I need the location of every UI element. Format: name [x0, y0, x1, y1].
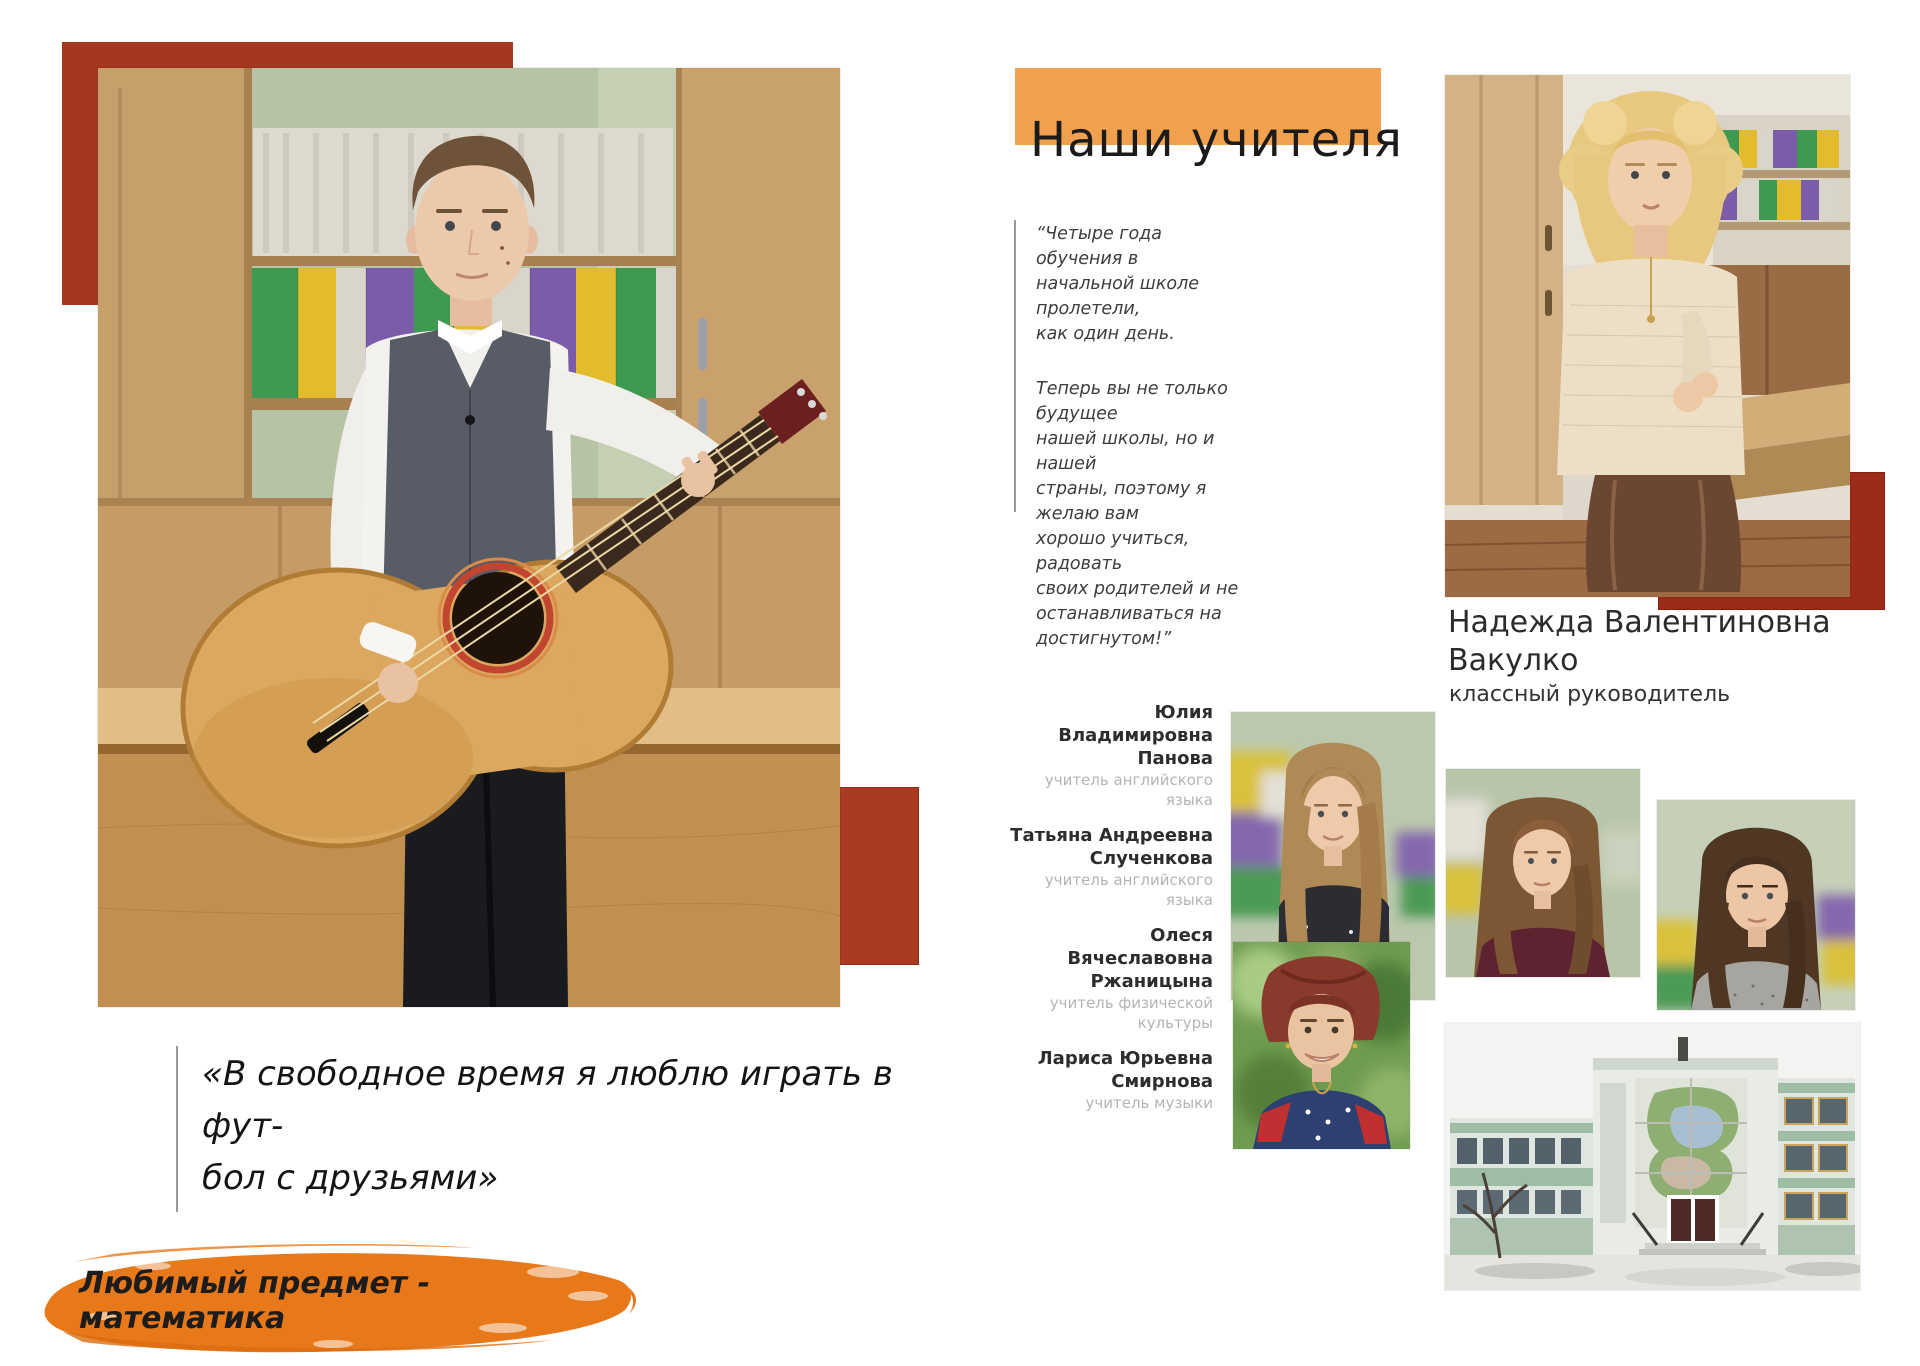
school-building-photo [1445, 1023, 1860, 1290]
quote-line: Теперь вы не только будущее [1036, 379, 1228, 424]
teacher-quote [1036, 222, 1251, 652]
head-teacher-photo [1445, 75, 1850, 597]
quote-line: страны, поэтому я желаю вам [1036, 479, 1207, 524]
quote-line: как один день. [1036, 324, 1175, 344]
teacher-quote-divider [1014, 220, 1016, 512]
head-teacher-name [1448, 604, 1831, 680]
teacher-entry [1000, 1047, 1213, 1113]
teacher-name-line: Ржаницына [1090, 971, 1213, 992]
teacher-name-line: Олеся Вячеславовна [1067, 925, 1213, 969]
favorite-subject-label: Любимый предмет - математика [79, 1266, 431, 1336]
teacher-role: учитель английского языка [1044, 871, 1213, 909]
teacher-portrait-2 [1446, 769, 1640, 977]
quote-line: своих родителей и не [1036, 579, 1239, 599]
paragraph-gap [1036, 347, 1251, 377]
teacher-role: учитель физической культуры [1049, 994, 1213, 1032]
quote-line: достигнутом!” [1036, 629, 1172, 649]
teacher-name-line: Слученкова [1089, 848, 1213, 869]
student-photo [98, 68, 840, 1007]
quote-line: начальной школе пролетели, [1036, 274, 1200, 319]
quote-line: хорошо учиться, радовать [1036, 529, 1190, 574]
student-quote-divider [176, 1046, 178, 1212]
head-teacher-role: классный руководитель [1449, 682, 1731, 707]
teacher-name-line: Юлия Владимировна [1058, 702, 1213, 746]
teacher-name-line: Лариса Юрьевна [1037, 1048, 1213, 1069]
teacher-name-line: Панова [1137, 748, 1213, 769]
quote-line: останавливаться на [1036, 604, 1222, 624]
teacher-entry [1000, 824, 1213, 910]
teacher-name-line: Смирнова [1111, 1071, 1213, 1092]
teacher-entry [1000, 924, 1213, 1033]
head-teacher-name-line: Надежда Валентиновна [1448, 605, 1831, 640]
section-title: Наши учителя [1030, 112, 1403, 168]
teacher-portrait-4 [1233, 942, 1410, 1149]
teacher-entry [1000, 701, 1213, 810]
teacher-role: учитель английского языка [1044, 771, 1213, 809]
quote-line: нашей школы, но и нашей [1036, 429, 1215, 474]
teacher-list [1000, 701, 1213, 1127]
student-quote [202, 1048, 962, 1204]
quote-line: “Четыре года обучения в [1036, 224, 1163, 269]
teacher-portrait-3 [1657, 800, 1855, 1010]
teacher-role: учитель музыки [1085, 1094, 1213, 1112]
favorite-subject-banner [33, 1232, 643, 1362]
teacher-name-line: Татьяна Андреевна [1010, 825, 1213, 846]
student-quote-line: «В свободное время я люблю играть в фут- [202, 1054, 893, 1146]
student-quote-line: бол с друзьями» [202, 1158, 499, 1198]
head-teacher-name-line: Вакулко [1448, 643, 1579, 678]
